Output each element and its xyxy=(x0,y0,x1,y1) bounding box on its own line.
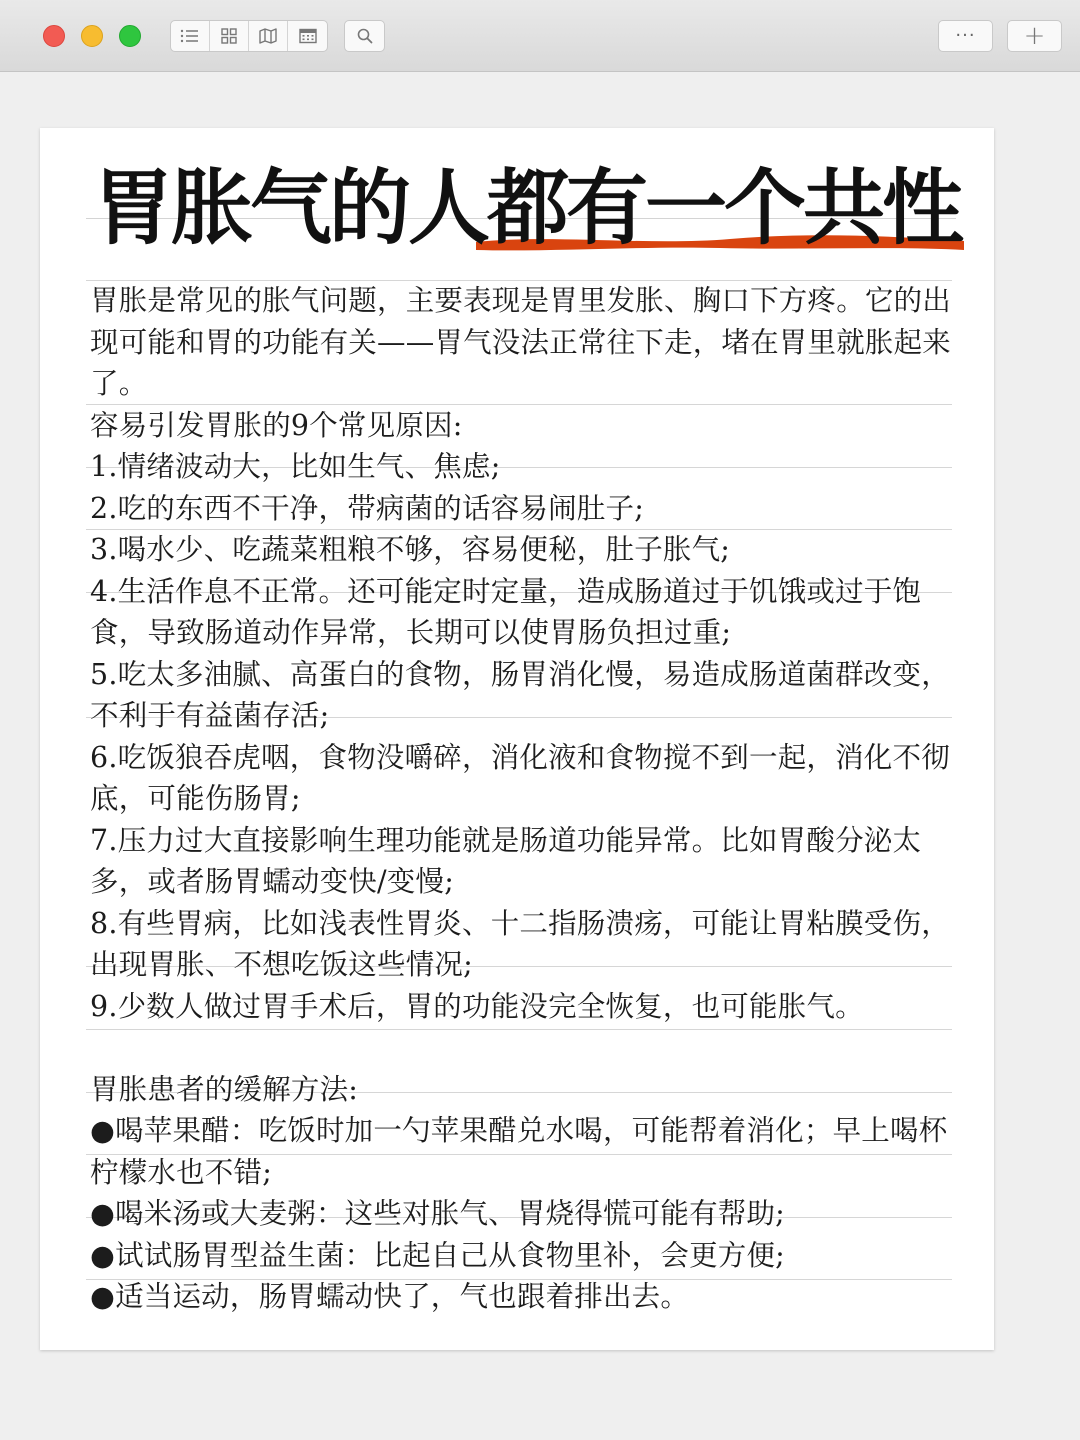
cause-item: 1.情绪波动大，比如生气、焦虑; xyxy=(90,450,501,483)
intro-paragraph: 胃胀是常见的胀气问题，主要表现是胃里发胀、胸口下方疼。它的出现可能和胃的功能有关——胃气没法正常往下走，堵在胃里就胀起来了。 xyxy=(90,284,952,400)
note-body xyxy=(90,280,965,1318)
more-options-button[interactable] xyxy=(939,21,992,51)
blank-line xyxy=(90,1027,965,1069)
zoom-window-button[interactable] xyxy=(119,25,141,47)
add-note-control xyxy=(1007,20,1062,52)
cause-item: 7.压力过大直接影响生理功能就是肠道功能异常。比如胃酸分泌太多，或者肠胃蠕动变快/变慢; xyxy=(90,823,922,898)
add-note-button[interactable] xyxy=(1008,21,1061,51)
search-icon xyxy=(356,27,374,45)
list-view-button[interactable] xyxy=(171,21,210,51)
calendar-view-button[interactable] xyxy=(288,21,327,51)
plus-icon: + xyxy=(1023,21,1046,51)
cause-item: 3.喝水少、吃蔬菜粗粮不够，容易便秘，肚子胀气; xyxy=(90,533,731,566)
close-window-button[interactable] xyxy=(43,25,65,47)
map-view-button[interactable] xyxy=(249,21,288,51)
more-options-icon: ··· xyxy=(955,25,976,46)
window-titlebar xyxy=(0,0,1080,72)
minimize-window-button[interactable] xyxy=(81,25,103,47)
remedy-item: ●喝苹果醋：吃饭时加一勺苹果醋兑水喝，可能帮着消化；早上喝杯柠檬水也不错; xyxy=(90,1114,948,1189)
remedies-heading: 胃胀患者的缓解方法: xyxy=(90,1072,359,1106)
remedy-item: ●适当运动，肠胃蠕动快了，气也跟着排出去。 xyxy=(90,1280,690,1313)
cause-item: 2.吃的东西不干净，带病菌的话容易闹肚子; xyxy=(90,491,644,525)
cause-item: 4.生活作息不正常。还可能定时定量，造成肠道过于饥饿或过于饱食，导致肠道动作异常，长期可以使胃肠负担过重; xyxy=(90,574,922,649)
cause-item: 9.少数人做过胃手术后，胃的功能没完全恢复，也可能胀气。 xyxy=(90,989,864,1023)
view-mode-segmented-control xyxy=(170,20,328,52)
cause-item: 8.有些胃病，比如浅表性胃炎、十二指肠溃疡，可能让胃粘膜受伤，出现胃胀、不想吃饭这些情况; xyxy=(90,906,950,981)
note-title: 胃胀气的人都有一个共性 xyxy=(92,161,962,256)
grid-view-icon xyxy=(220,27,238,45)
map-view-icon xyxy=(258,27,278,45)
calendar-view-icon xyxy=(298,27,318,45)
grid-view-button[interactable] xyxy=(210,21,249,51)
list-view-icon xyxy=(180,28,200,44)
causes-heading: 容易引发胃胀的9个常见原因: xyxy=(90,408,463,442)
remedy-item: ●喝米汤或大麦粥：这些对胀气、胃烧得慌可能有帮助; xyxy=(90,1197,785,1230)
search-button[interactable] xyxy=(345,21,384,51)
note-page xyxy=(40,128,994,1350)
cause-item: 5.吃太多油腻、高蛋白的食物，肠胃消化慢，易造成肠道菌群改变，不利于有益菌存活; xyxy=(90,657,950,732)
search-control xyxy=(344,20,385,52)
remedy-item: ●试试肠胃型益生菌：比起自己从食物里补，会更方便; xyxy=(90,1238,785,1272)
cause-item: 6.吃饭狼吞虎咽，食物没嚼碎，消化液和食物搅不到一起，消化不彻底，可能伤肠胃; xyxy=(90,740,950,815)
more-options-control xyxy=(938,20,993,52)
